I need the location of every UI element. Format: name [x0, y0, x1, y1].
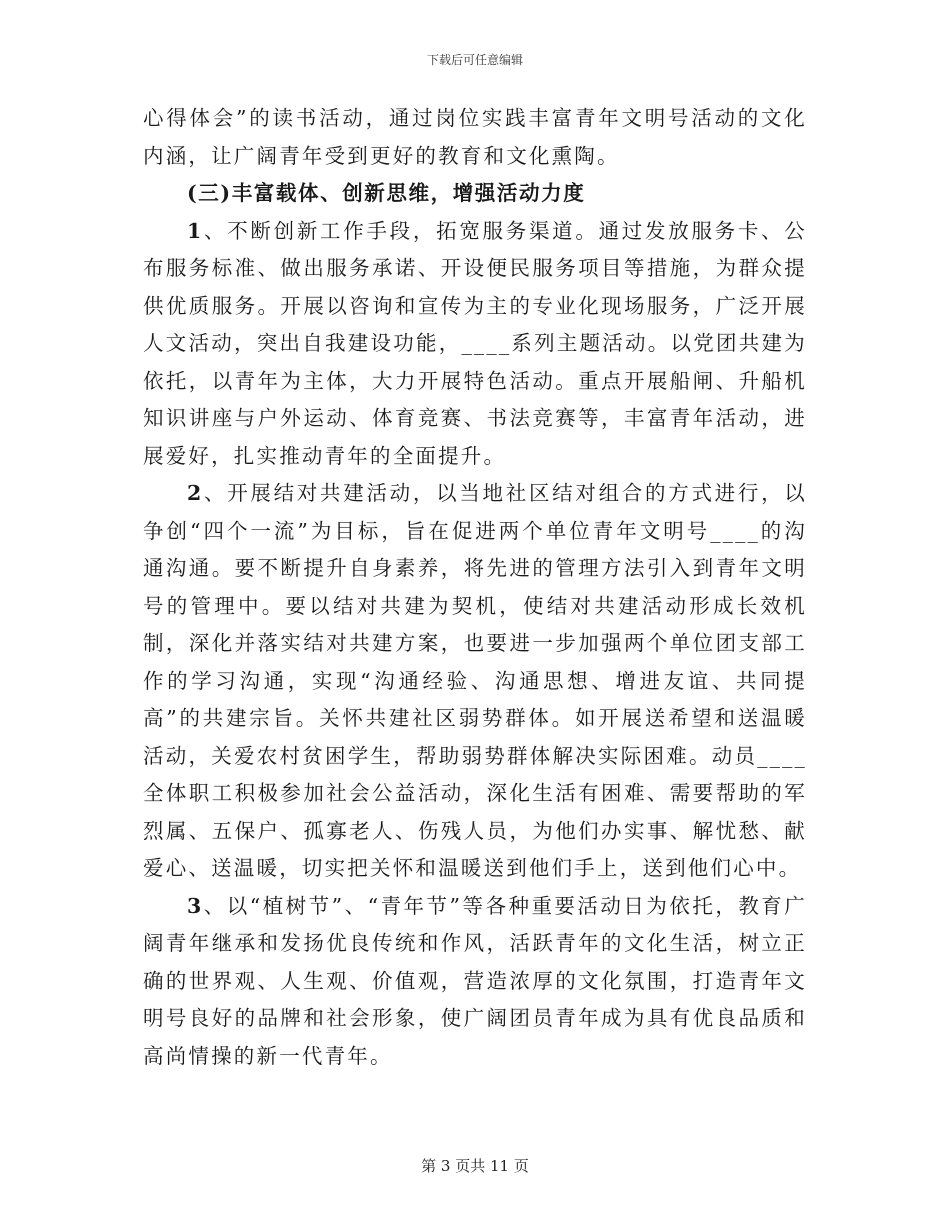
item-text: 、开展结对共建活动，以当地社区结对组合的方式进行，以争创“四个一流”为目标，旨在促进两个单位青年文明号____的沟通沟通。要不断提升自身素养，将先进的管理方法引入到青年文明号的管理中。要以结对共建为契机，使结对共建活动形成长效机制，深化并落实结对共建方案，也要进一步加强两个单位团支部工作的学习沟通，实现“沟通经验、沟通思想、增进友谊、共同提高”的共建宗旨。关怀共建社区弱势群体。如开展送希望和送温暖活动，关爱农村贫困学生，帮助弱势群体解决实际困难。动员____全体职工积极参加社会公益活动，深化生活有困难、需要帮助的军烈属、五保户、孤寡老人、伤残人员，为他们办实事、解忧愁、献爱心、送温暖，切实把关怀和温暖送到他们手上，送到他们心中。: [143, 481, 807, 880]
item-number: 3: [187, 893, 204, 918]
item-number: 1: [187, 218, 204, 243]
continuation-paragraph: 心得体会”的读书活动，通过岗位实践丰富青年文明号活动的文化内涵，让广阔青年受到更好的教育和文化熏陶。: [143, 106, 807, 168]
list-item: [143, 888, 807, 1076]
document-body: [143, 100, 807, 1075]
list-item: [143, 213, 807, 476]
page-header: 下载后可任意编辑: [426, 53, 523, 67]
list-item: [143, 475, 807, 888]
item-text: 、不断创新工作手段，拓宽服务渠道。通过发放服务卡、公布服务标准、做出服务承诺、开设便民服务项目等措施，为群众提供优质服务。开展以咨询和宣传为主的专业化现场服务，广泛开展人文活动，突出自我建设功能，____系列主题活动。以党团共建为依托，以青年为主体，大力开展特色活动。重点开展船闸、升船机知识讲座与户外运动、体育竞赛、书法竞赛等，丰富青年活动，进展爱好，扎实推动青年的全面提升。: [143, 218, 807, 468]
page-footer: 第 3 页共 11 页: [421, 1157, 529, 1175]
section-heading: (三)丰富载体、创新思维，增强活动力度: [187, 181, 586, 205]
item-text: 、以“植树节”、“青年节”等各种重要活动日为依托，教育广阔青年继承和发扬优良传统和作风，活跃青年的文化生活，树立正确的世界观、人生观、价值观，营造浓厚的文化氛围，打造青年文明号良好的品牌和社会形象，使广阔团员青年成为具有优良品质和高尚情操的新一代青年。: [143, 893, 807, 1068]
item-number: 2: [187, 481, 204, 505]
